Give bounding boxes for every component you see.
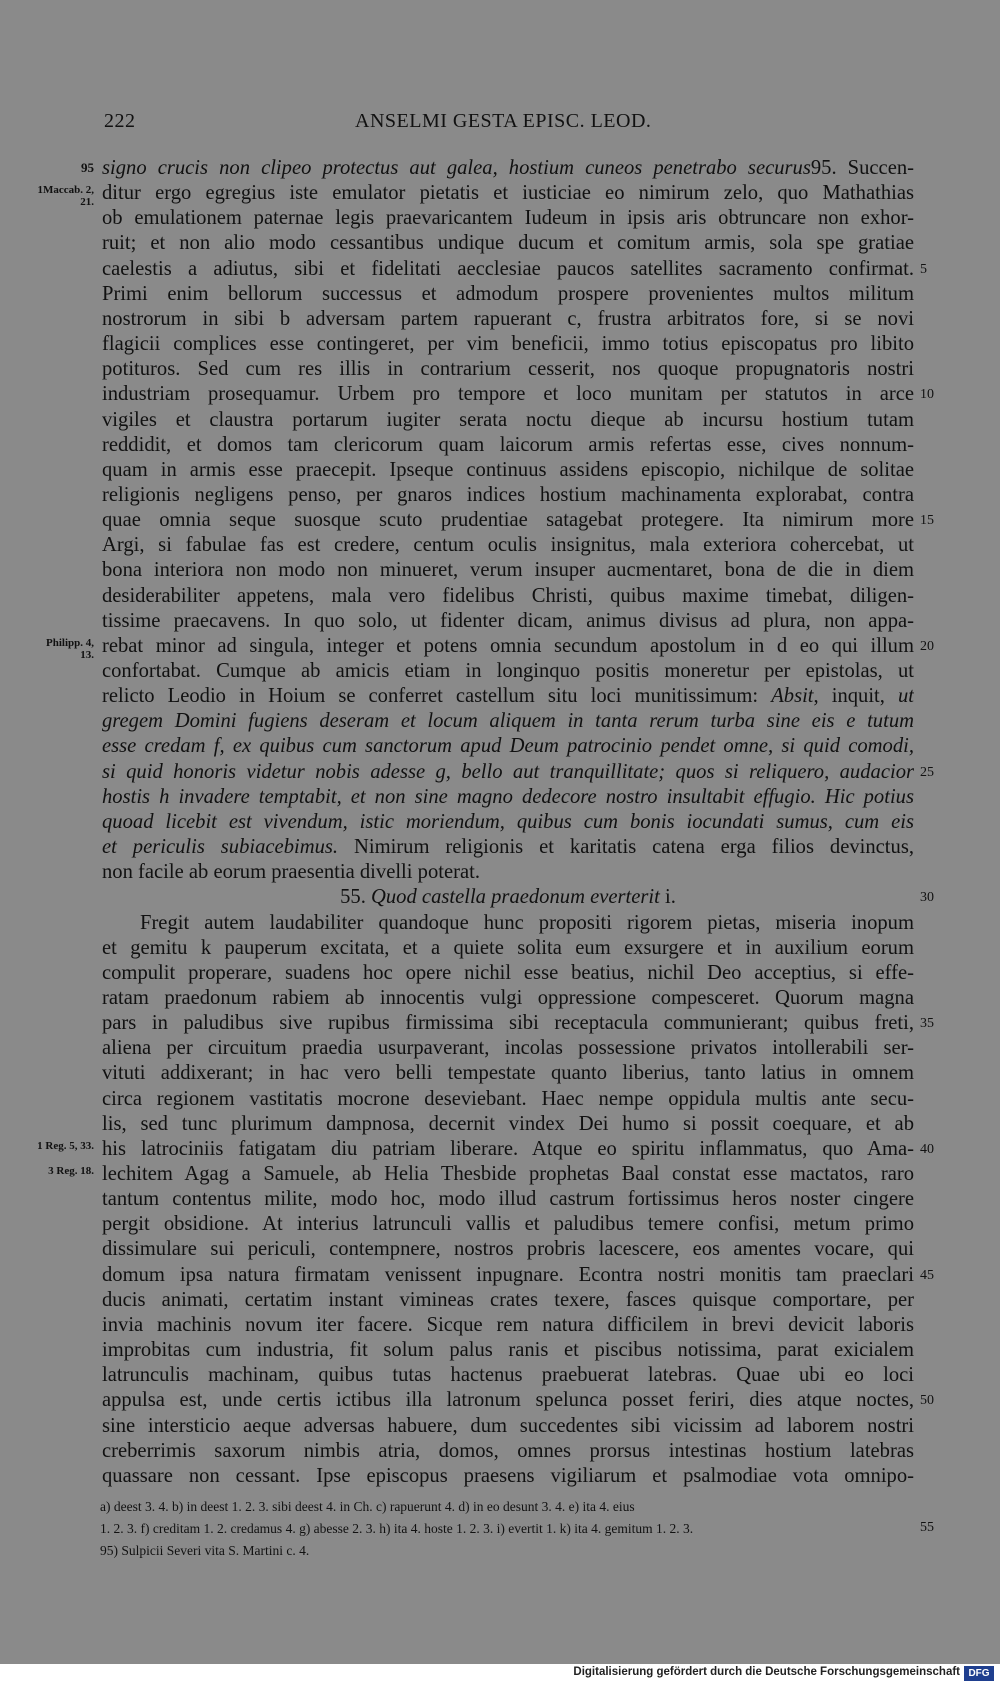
page-header: [100, 110, 920, 140]
text-line: [102, 206, 914, 231]
text-segment: appulsa est, unde certis ictibus illa latronum spelunca posset feriri, dies atque noctes,: [102, 1389, 914, 1412]
text-segment: reddidit, et domos tam clericorum quam laicorum armis refertas esse, cives nonnum-: [102, 433, 914, 456]
text-line: [102, 1313, 914, 1338]
text-line: [102, 709, 914, 734]
text-line: [102, 1087, 914, 1112]
text-line: [102, 1338, 914, 1363]
line-number: 20: [920, 638, 934, 654]
text-segment: lis, sed tunc plurimum dampnosa, decernit vindex Dei humo si possit coequare, et ab: [102, 1112, 914, 1135]
text-line: [102, 785, 914, 810]
text-segment: latrunculis machinam, quibus tutas hactenus praebuerat latebras. Quae ubi eo loci: [102, 1364, 914, 1387]
text-segment: hostis h invadere temptabit, et non sine magno dedecore nostro insultabit effugio. Hic potius: [102, 785, 914, 808]
text-line: [102, 760, 914, 785]
text-segment: Nimirum religionis et karitatis catena erga filios devinctus,: [353, 836, 914, 859]
line-number: 5: [920, 261, 927, 277]
text-segment: 95. Succen-: [810, 157, 914, 179]
line-number: 35: [920, 1016, 934, 1032]
text-segment: domum ipsa natura firmatam venissent inpugnare. Econtra nostri monitis tam praeclari: [102, 1263, 914, 1286]
text-line: [102, 986, 914, 1011]
text-line: [102, 408, 914, 433]
text-segment: Quod castella praedonum everterit: [371, 886, 660, 909]
text-line: [102, 433, 914, 458]
text-segment: Absit: [771, 685, 814, 708]
text-segment: rebat minor ad singula, integer et potens omnia secundum apostolum in d eo qui illum: [102, 634, 914, 657]
text-line: [102, 257, 914, 282]
text-segment: quassare non cessant. Ipse episcopus praesens vigiliarum et psalmodiae vota omnipo-: [102, 1464, 914, 1487]
footnote-line-number: 55: [920, 1520, 934, 1535]
text-line: [102, 810, 914, 835]
margin-reference: 3 Reg. 18.: [48, 1165, 94, 1177]
text-segment: ratam praedonum rabiem ab innocentis vulgi oppressione compesceret. Quorum magna: [102, 986, 914, 1009]
text-line: [102, 1212, 914, 1237]
line-number: 25: [920, 764, 934, 780]
text-line: [102, 634, 914, 659]
text-line: [102, 282, 914, 307]
line-number: 50: [920, 1393, 934, 1409]
text-segment: esse credam f, ex quibus cum sanctorum apud Deum patrocinio pendet omne, si quid comodi,: [102, 735, 914, 758]
text-line: [102, 181, 914, 206]
text-segment: quoad licebit est vivendum, istic moriendum, quibus cum bonis iocundati sumus, cum eis: [102, 810, 914, 833]
running-title: ANSELMI GESTA EPISC. LEOD.: [355, 110, 652, 132]
text-segment: gregem Domini fugiens deseram et locum aliquem in tanta rerum turba sine eis e tutum: [102, 710, 914, 733]
text-segment: ut: [897, 685, 914, 708]
text-line: [102, 1112, 914, 1137]
line-number: 15: [920, 513, 934, 529]
text-line: [102, 458, 914, 483]
text-line: [102, 1162, 914, 1187]
text-line: [102, 1061, 914, 1086]
text-line: [102, 609, 914, 634]
text-segment: improbitas cum industria, fit solum palus ranis et piscibus notissima, parat exicialem: [102, 1339, 914, 1362]
text-line: [102, 533, 914, 558]
margin-reference: 1Maccab. 2, 21.: [37, 184, 94, 209]
line-number: 45: [920, 1267, 934, 1283]
text-segment: non facile ab eorum praesentia divelli poterat.: [102, 861, 480, 884]
text-segment: creberrimis saxorum nimbis atria, domos, omnes prorsus intestinas hostium latebras: [102, 1439, 914, 1462]
funding-credit: Digitalisierung gefördert durch die Deutsche Forschungsgemeinschaft: [573, 1666, 960, 1678]
text-line: [102, 357, 914, 382]
line-number: 30: [920, 890, 934, 906]
text-line: [102, 332, 914, 357]
text-segment: compulit properare, suadens hoc opere nichil esse beatius, nichil Deo acceptius, si effe-: [102, 961, 914, 984]
text-segment: industriam prosequamur. Urbem pro tempore et loco munitam per statutos in arce: [102, 383, 914, 406]
text-line: [102, 684, 914, 709]
text-segment: quam in armis esse praecepit. Ipseque continuus assidens episcopio, nichilque de solitae: [102, 458, 914, 481]
text-line: [102, 1187, 914, 1212]
text-line: [102, 558, 914, 583]
text-line: [102, 584, 914, 609]
text-segment: pars in paludibus sive rupibus firmissima sibi receptacula communierant; quibus freti,: [102, 1012, 914, 1035]
text-segment: et gemitu k pauperum excitata, et a quiete solita eum exsurgere et in auxilium eorum: [102, 936, 914, 959]
text-segment: 55.: [340, 886, 372, 909]
margin-reference: Philipp. 4, 13.: [46, 636, 94, 661]
margin-reference: 1 Reg. 5, 33.: [37, 1139, 94, 1152]
text-segment: Argi, si fabulae fas est credere, centum oculis insignitus, mala exteriora cohercebat, ut: [102, 534, 914, 557]
text-line: [102, 885, 914, 910]
text-line: [102, 1011, 914, 1036]
text-line: [102, 382, 914, 407]
text-line: [102, 1263, 914, 1288]
footnote-line: 1. 2. 3. f) creditam 1. 2. credamus 4. g) abesse 2. 3. h) ita 4. hoste 1. 2. 3. i) evertit 1. k) ita 4. gemitum 1. 2. 3.: [100, 1521, 694, 1536]
text-segment: desiderabiliter appetens, mala vero fidelibus Christi, quibus maxime timebat, diligen-: [102, 584, 914, 607]
line-number: 10: [920, 387, 934, 403]
margin-note-number: 95: [81, 160, 94, 175]
text-segment: relicto Leodio in Hoium se conferret castellum situ loci munitissimum:: [102, 685, 772, 708]
text-segment: ducis animati, certatim instant vimineas crates texere, fasces quisque comportare, per: [102, 1288, 914, 1311]
text-line: [102, 483, 914, 508]
text-segment: circa regionem vastitatis mocrone deseviebant. Haec nempe oppidula multis ante secu-: [102, 1087, 914, 1110]
text-segment: ruit; et non alio modo cessantibus undique ducum et comitum armis, sola spe gratiae: [102, 232, 914, 255]
text-segment: caelestis a adiutus, sibi et fidelitati aecclesiae paucos satellites sacramento confirmat.: [102, 257, 914, 280]
text-segment: dissimulare sui periculi, contempnere, nostros probris lacescere, eos amentes vocare, qui: [102, 1238, 914, 1261]
text-segment: his latrociniis fatigatam diu patriam liberare. Atque eo spiritu inflammatus, quo Ama-: [102, 1137, 914, 1160]
text-segment: aliena per circuitum praedia usurpaverant, incolas possessione privatos intollerabili ser-: [102, 1037, 914, 1060]
text-line: [102, 734, 914, 759]
text-line: [102, 1464, 914, 1489]
text-segment: si quid honoris videtur nobis adesse g, bello aut tranquillitate; quos si reliquero, audacior: [102, 760, 914, 783]
text-segment: Fregit autem laudabiliter quandoque hunc propositi rigorem pietas, miseria inopum: [140, 911, 914, 934]
text-segment: Primi enim bellorum successus et admodum prospere provenientes multos militum: [102, 282, 914, 305]
page-number: 222: [104, 110, 136, 132]
text-segment: sine intersticio aeque adversas habuere, dum succedentes sibi vicissim ad laborem nostri: [102, 1414, 914, 1437]
text-line: [102, 1288, 914, 1313]
text-segment: quae omnia seque suosque scuto prudentiae satagebat protegere. Ita nimirum more: [102, 509, 914, 532]
text-segment: tissime praecavens. In quo solo, ut fidenter dicam, animus divisus ad plura, non appa-: [102, 609, 914, 632]
dfg-logo: DFG: [964, 1666, 994, 1681]
text-line: [102, 1137, 914, 1162]
text-segment: ditur ergo egregius iste emulator pietatis et iusticiae eo nimirum zelo, quo Mathathias: [102, 182, 914, 205]
text-line: [102, 1237, 914, 1262]
text-segment: i.: [659, 886, 676, 909]
text-line: [102, 659, 914, 684]
text-segment: potituros. Sed cum res illis in contrarium cesserit, nos quoque propugnatoris nostri: [102, 358, 914, 381]
text-line: [102, 1388, 914, 1413]
text-segment: signo crucis non clipeo protectus aut galea, hostium cuneos penetrabo securus: [102, 157, 811, 179]
text-segment: vigiles et claustra portarum iugiter serata noctu dieque ab incursu hostium tutam: [102, 408, 914, 431]
text-line: [102, 1439, 914, 1464]
footnote-line: a) deest 3. 4. b) in deest 1. 2. 3. sibi deest 4. in Ch. c) rapuerunt 4. d) in eo desunt 3. 4. e) ita 4. eius: [100, 1499, 635, 1514]
text-line: [102, 156, 914, 181]
text-line: [102, 1363, 914, 1388]
text-segment: pergit obsidione. At interius latrunculi vallis et paludibus temere confisi, metum primo: [102, 1213, 914, 1236]
text-segment: bona interiora non modo non minueret, verum insuper aucmentaret, bona de die in diem: [102, 559, 914, 582]
text-segment: ob emulationem paternae legis praevaricantem Iudeum in ipsis aris obtruncare non exhor-: [102, 207, 914, 230]
text-line: [102, 307, 914, 332]
text-line: [102, 231, 914, 256]
text-segment: lechitem Agag a Samuele, ab Helia Thesbide prophetas Baal constat esse mactatos, raro: [102, 1163, 914, 1185]
text-segment: flagicii complices esse contingeret, per vim beneficii, immo totius episcopatus pro libito: [102, 333, 914, 356]
line-number: 40: [920, 1141, 934, 1157]
text-segment: confortabat. Cumque ab amicis etiam in longinquo positis moneretur per epistolas, ut: [102, 660, 914, 682]
text-line: [102, 936, 914, 961]
text-segment: tantum contentus milite, modo hoc, modo illud castrum fortissimus heros noster cingere: [102, 1188, 914, 1211]
footer-bar: [0, 1664, 1000, 1684]
text-line: [102, 835, 914, 860]
text-segment: nostrorum in sibi b adversam partem rapuerant c, frustra arbitratos fore, si se novi: [102, 307, 914, 330]
text-line: [102, 1036, 914, 1061]
text-segment: invia machinis novum iter facere. Sicque rem natura difficilem in brevi devicit laboris: [102, 1313, 914, 1336]
text-line: [102, 1414, 914, 1439]
text-line: [102, 961, 914, 986]
text-line: [102, 860, 914, 885]
text-segment: religionis negligens penso, per gnaros indices hostium machinamenta explorabat, contra: [102, 483, 914, 506]
text-segment: vituti addixerant; in hac vero belli tempestate quanto liberius, tanto latius in omnem: [102, 1062, 914, 1085]
text-segment: , inquit,: [813, 685, 898, 708]
text-segment: et periculis subiacebimus.: [102, 836, 354, 859]
text-line: [102, 508, 914, 533]
footnote-line: 95) Sulpicii Severi vita S. Martini c. 4.: [100, 1543, 310, 1558]
text-line: [102, 911, 914, 936]
